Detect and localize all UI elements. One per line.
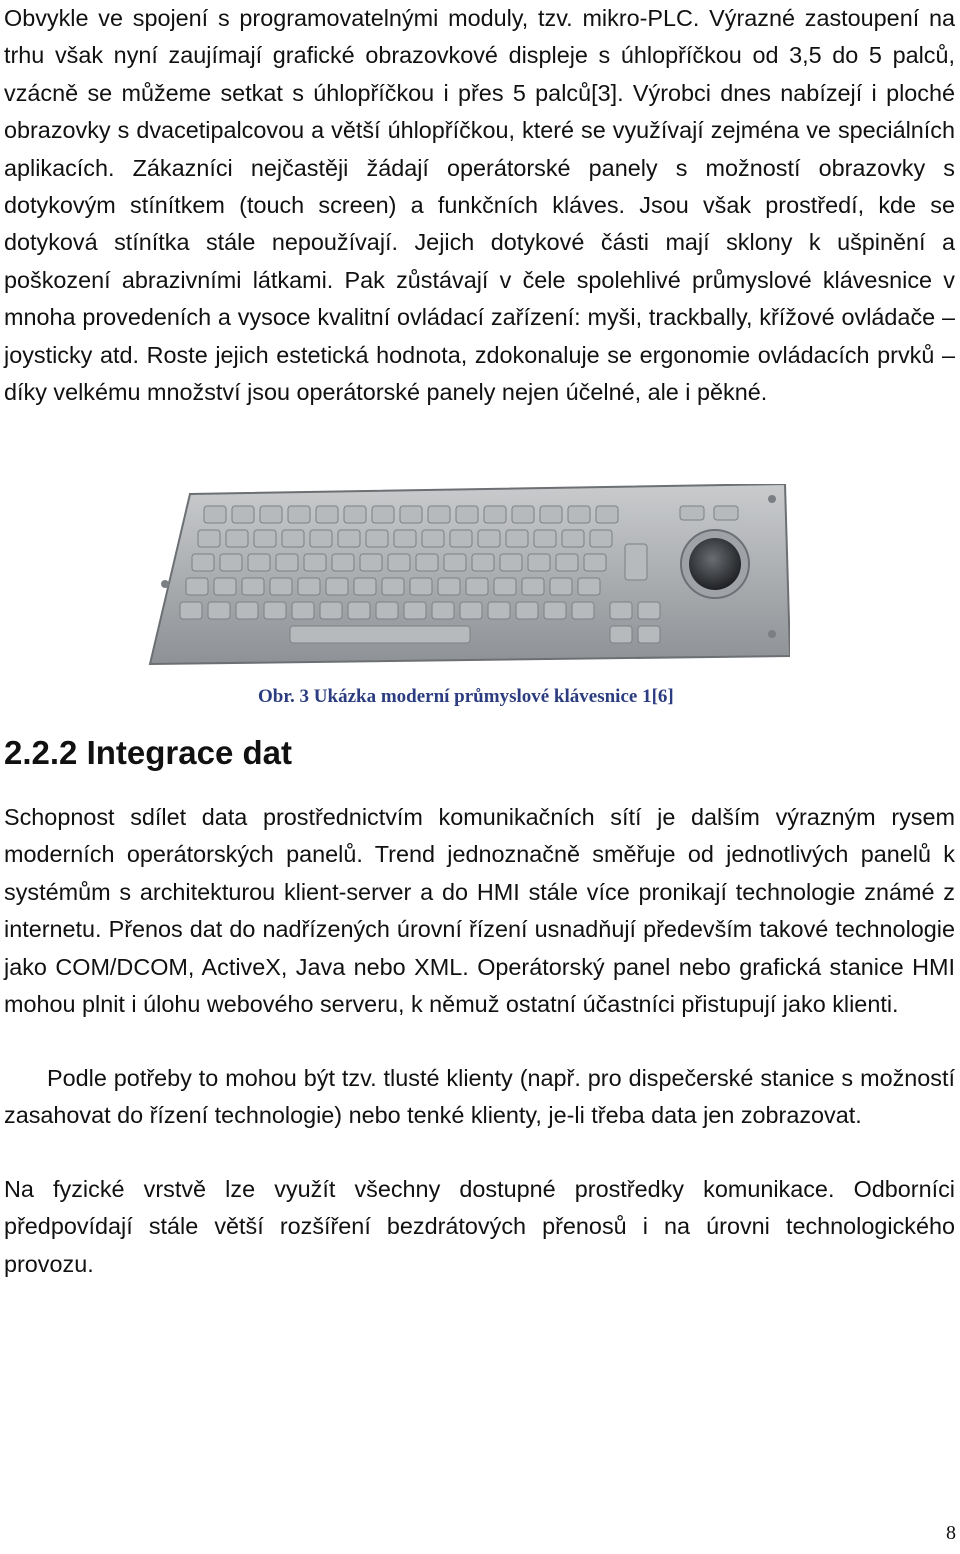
paragraph-clients: Podle potřeby to mohou být tzv. tlusté klienty (např. pro dispečerské stanice s možností zasahovat do řízení technologie) nebo tenké klienty, je-li třeba data jen zobrazovat. xyxy=(4,1065,955,1129)
paragraph-data-sharing: Schopnost sdílet data prostřednictvím komunikačních sítí je dalším výrazným rysem moderních operátorských panelů. Trend jednoznačně směřuje od jednotlivých panelů k systémům s architekturou klient-server a do HMI stále více pronikají technologie známé z internetu. Přenos dat do nadřízených úrovní řízení usnadňují především takové technologie jako COM/DCOM, ActiveX, Java nebo XML. Operátorský panel nebo grafická stanice HMI mohou plnit i úlohu webového serveru, k němuž ostatní účastníci přistupují jako klienti. xyxy=(4,804,955,1018)
section-heading: 2.2.2 Integrace dat xyxy=(4,734,292,771)
paragraph-physical-layer: Na fyzické vrstvě lze využít všechny dostupné prostředky komunikace. Odborníci předpovídají stále větší rozšíření bezdrátových přenosů i na úrovni technologického provozu. xyxy=(4,1176,955,1277)
industrial-keyboard-image xyxy=(140,484,790,668)
figure-caption: Obr. 3 Ukázka moderní průmyslové klávesnice 1[6] xyxy=(258,686,674,707)
paragraph-intro: Obvykle ve spojení s programovatelnými moduly, tzv. mikro-PLC. Výrazné zastoupení na trhu však nyní zaujímají grafické obrazovkové displeje s úhlopříčkou od 3,5 do 5 palců, vzácně se můžeme setkat s úhlopříčkou i přes 5 palců[3]. Výrobci dnes nabízejí i ploché obrazovky s dvacetipalcovou a větší úhlopříčkou, které se využívají zejména ve speciálních aplikacích. Zákazníci nejčastěji žádají operátorské panely s možností obrazovky s dotykovým stínítkem (touch screen) a funkčních kláves. Jsou však prostředí, kde se dotyková stínítka stále nepoužívají. Jejich dotykové části mají sklony k ušpinění a poškození abrazivními látkami. Pak zůstávají v čele spolehlivé průmyslové klávesnice v mnoha provedeních a vysoce kvalitní ovládací zařízení: myši, trackbally, křížové ovládače – joysticky atd. Roste jejich estetická hodnota, zdokonaluje se ergonomie ovládacích prvků – díky velkému množství jsou operátorské panely nejen účelné, ale i pěkné. xyxy=(4,5,955,406)
page-number: 8 xyxy=(946,1522,956,1544)
